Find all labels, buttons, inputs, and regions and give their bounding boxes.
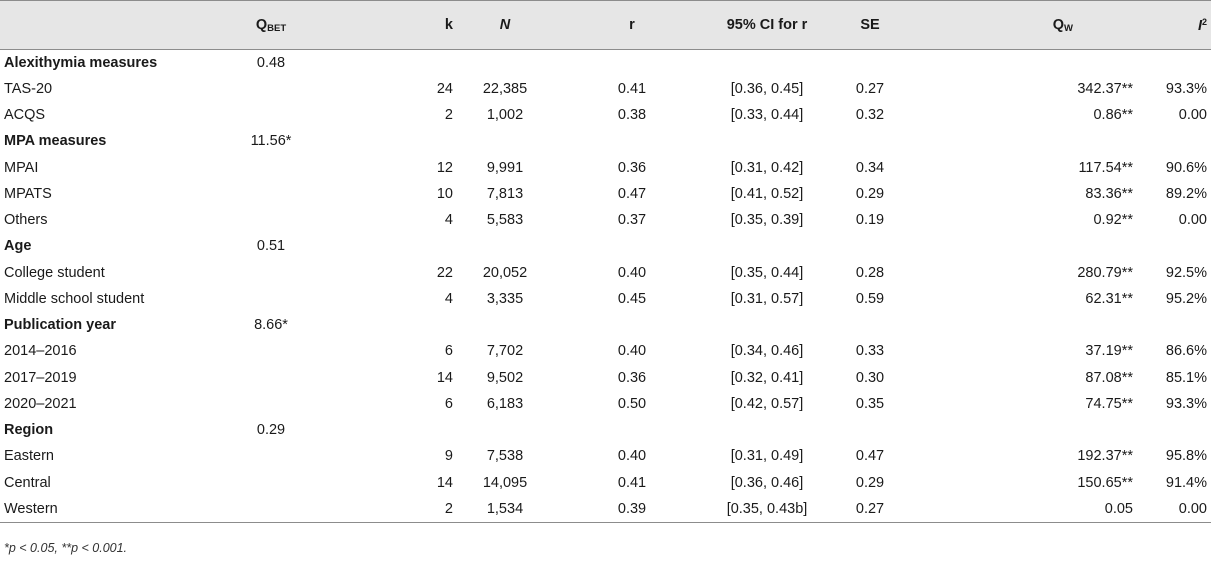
cell-se: 0.35 (855, 395, 885, 412)
cell-k: 9 (444, 448, 453, 465)
cell-se: 0.29 (855, 185, 885, 202)
cell-k: 2 (311, 496, 453, 522)
table-row (0, 365, 1211, 391)
table-row (0, 102, 1211, 128)
header-se: SE (827, 1, 913, 50)
cell-qw: 117.54** (1078, 159, 1133, 176)
cell-label: Alexithymia measures (4, 54, 158, 71)
cell-label: College student (4, 264, 105, 281)
cell-qw: 0.92** (1093, 212, 1133, 229)
cell-i2: 90.6% (1165, 159, 1207, 176)
cell-ci: [0.31, 0.49] (730, 448, 804, 465)
header-r: r (557, 1, 707, 50)
cell-se (827, 233, 913, 259)
cell-qw (913, 417, 1133, 443)
cell-qbet (231, 286, 311, 312)
cell-se: 0.27 (855, 80, 885, 97)
cell-label: 2014–2016 (4, 343, 77, 360)
table-row (0, 470, 1211, 496)
cell-ci: [0.36, 0.45] (730, 80, 804, 97)
cell-se: 0.19 (855, 212, 885, 229)
group-header-row (0, 50, 1211, 76)
cell-qw: 342.37** (1077, 80, 1133, 97)
cell-i2: 0.00 (1178, 107, 1207, 124)
cell-ci (707, 233, 827, 259)
cell-se (827, 50, 913, 76)
cell-qbet: 0.48 (256, 54, 286, 71)
cell-n: 20,052 (482, 264, 528, 281)
cell-ci: [0.34, 0.46] (730, 343, 804, 360)
table-row (0, 76, 1211, 102)
cell-k (311, 50, 453, 76)
cell-k (311, 128, 453, 154)
cell-qw: 192.37** (1077, 448, 1133, 465)
header-qw-main: Q (1052, 16, 1065, 33)
cell-qbet (231, 76, 311, 102)
cell-se: 0.33 (855, 343, 885, 360)
table-row (0, 391, 1211, 417)
cell-ci: [0.33, 0.44] (730, 107, 804, 124)
group-header-row (0, 128, 1211, 154)
cell-i2 (1133, 50, 1211, 76)
cell-qbet (231, 391, 311, 417)
cell-k: 10 (436, 185, 453, 202)
cell-ci: [0.41, 0.52] (730, 185, 804, 202)
cell-i2: 86.6% (1165, 343, 1207, 360)
cell-ci (707, 417, 827, 443)
cell-i2: 93.3% (1165, 395, 1207, 412)
cell-ci: [0.35, 0.44] (730, 264, 804, 281)
header-label (0, 1, 231, 50)
cell-qw (913, 128, 1133, 154)
cell-se: 0.28 (855, 264, 885, 281)
cell-ci: [0.36, 0.46] (730, 474, 804, 491)
table-row (0, 443, 1211, 469)
cell-qbet (231, 443, 311, 469)
table-row (0, 181, 1211, 207)
group-header-row (0, 233, 1211, 259)
header-i2 (1133, 1, 1211, 50)
cell-ci (707, 128, 827, 154)
cell-label: Region (4, 422, 54, 439)
cell-r: 0.36 (617, 369, 647, 386)
cell-i2: 95.8% (1165, 448, 1207, 465)
cell-ci: [0.31, 0.42] (730, 159, 804, 176)
cell-n: 6,183 (486, 395, 524, 412)
cell-ci (707, 50, 827, 76)
cell-qw: 150.65** (1077, 474, 1133, 491)
cell-label: 2020–2021 (4, 395, 77, 412)
cell-qbet: 8.66* (254, 317, 288, 334)
cell-qbet (231, 260, 311, 286)
cell-qw: 280.79** (1077, 264, 1133, 281)
cell-qw: 0.05 (913, 496, 1133, 522)
cell-k: 2 (444, 107, 453, 124)
table-row (0, 207, 1211, 233)
cell-label: MPA measures (4, 133, 107, 150)
table-row (0, 155, 1211, 181)
cell-se: 0.30 (855, 369, 885, 386)
cell-i2: 85.1% (1165, 369, 1207, 386)
cell-label: Eastern (4, 448, 54, 465)
cell-se: 0.59 (855, 290, 885, 307)
cell-n: 5,583 (486, 212, 524, 229)
cell-n: 3,335 (486, 290, 524, 307)
cell-k: 4 (444, 212, 453, 229)
cell-label: ACQS (4, 107, 46, 124)
cell-n: 9,991 (486, 159, 524, 176)
cell-n: 7,702 (486, 343, 524, 360)
table-row (0, 496, 1211, 522)
cell-label: Western (0, 496, 231, 522)
cell-label: MPATS (4, 185, 52, 202)
cell-n (453, 233, 557, 259)
table-body (0, 50, 1211, 523)
cell-n: 1,534 (453, 496, 557, 522)
cell-se: 0.34 (855, 159, 885, 176)
cell-r (557, 50, 707, 76)
header-qbet (231, 1, 311, 50)
table-row (0, 286, 1211, 312)
cell-i2 (1133, 233, 1211, 259)
cell-i2: 92.5% (1165, 264, 1207, 281)
cell-r (557, 128, 707, 154)
cell-r: 0.39 (557, 496, 707, 522)
cell-n: 7,538 (486, 448, 524, 465)
cell-r: 0.40 (617, 264, 647, 281)
cell-ci: [0.42, 0.57] (730, 395, 804, 412)
header-row (0, 1, 1211, 50)
group-header-row (0, 312, 1211, 338)
cell-r (557, 312, 707, 338)
cell-qbet (231, 155, 311, 181)
cell-se: 0.27 (827, 496, 913, 522)
header-ci: 95% CI for r (707, 1, 827, 50)
cell-ci: [0.35, 0.43b] (707, 496, 827, 522)
cell-qw (913, 233, 1133, 259)
header-k: k (311, 1, 453, 50)
cell-k (311, 312, 453, 338)
cell-n: 9,502 (486, 369, 524, 386)
cell-i2: 95.2% (1165, 290, 1207, 307)
cell-n: 14,095 (482, 474, 528, 491)
cell-se (827, 128, 913, 154)
cell-r: 0.40 (617, 448, 647, 465)
cell-k: 14 (436, 474, 453, 491)
cell-label: TAS-20 (4, 80, 53, 97)
cell-i2: 89.2% (1165, 185, 1207, 202)
cell-i2: 0.00 (1178, 212, 1207, 229)
group-header-row (0, 417, 1211, 443)
cell-r (557, 417, 707, 443)
cell-qbet (231, 338, 311, 364)
cell-k: 6 (444, 395, 453, 412)
cell-n: 1,002 (486, 107, 524, 124)
cell-qbet (231, 181, 311, 207)
cell-r: 0.41 (617, 80, 647, 97)
cell-label: Middle school student (4, 290, 145, 307)
cell-n: 7,813 (486, 185, 524, 202)
cell-qbet (231, 102, 311, 128)
cell-ci: [0.35, 0.39] (730, 212, 804, 229)
cell-ci: [0.31, 0.57] (730, 290, 804, 307)
cell-k: 4 (444, 290, 453, 307)
cell-qw: 0.86** (1093, 107, 1133, 124)
cell-qbet (231, 365, 311, 391)
table-row (0, 338, 1211, 364)
cell-se (827, 312, 913, 338)
cell-n (453, 417, 557, 443)
cell-i2 (1133, 312, 1211, 338)
cell-k (311, 233, 453, 259)
cell-label: Central (4, 474, 51, 491)
cell-r: 0.37 (617, 212, 647, 229)
cell-label: MPAI (4, 159, 39, 176)
header-qbet-sub: BET (267, 22, 287, 34)
cell-label: Others (4, 212, 48, 229)
cell-se (827, 417, 913, 443)
cell-qbet: 0.29 (256, 422, 286, 439)
cell-i2 (1133, 128, 1211, 154)
cell-qbet: 0.51 (256, 238, 286, 255)
cell-k: 12 (436, 159, 453, 176)
cell-n (453, 128, 557, 154)
cell-ci: [0.32, 0.41] (730, 369, 804, 386)
cell-n (453, 312, 557, 338)
cell-qw: 62.31** (1085, 290, 1133, 307)
cell-r: 0.38 (617, 107, 647, 124)
cell-k: 24 (436, 80, 453, 97)
cell-label: Age (4, 238, 32, 255)
table-row (0, 260, 1211, 286)
header-i2-main: I (1197, 17, 1202, 34)
cell-se: 0.32 (855, 107, 885, 124)
cell-n (453, 50, 557, 76)
cell-r: 0.36 (617, 159, 647, 176)
cell-n: 22,385 (482, 80, 528, 97)
cell-qbet (231, 470, 311, 496)
cell-k: 6 (444, 343, 453, 360)
cell-r: 0.45 (617, 290, 647, 307)
cell-r: 0.50 (617, 395, 647, 412)
cell-qbet: 11.56* (250, 133, 292, 150)
cell-ci (707, 312, 827, 338)
cell-i2: 91.4% (1165, 474, 1207, 491)
table-footnote: *p < 0.05, **p < 0.001. (4, 541, 128, 555)
cell-se: 0.29 (855, 474, 885, 491)
header-qbet-main: Q (255, 16, 268, 33)
header-i2-sup: 2 (1201, 16, 1207, 27)
cell-k: 14 (436, 369, 453, 386)
cell-qw (913, 50, 1133, 76)
cell-label: 2017–2019 (4, 369, 77, 386)
cell-qbet (231, 207, 311, 233)
cell-qw: 87.08** (1085, 369, 1133, 386)
cell-qw: 37.19** (1085, 343, 1133, 360)
cell-r (557, 233, 707, 259)
header-qw-sub: W (1064, 22, 1073, 34)
cell-label: Publication year (4, 317, 117, 334)
cell-se: 0.47 (855, 448, 885, 465)
cell-qw (913, 312, 1133, 338)
cell-qw: 83.36** (1085, 185, 1133, 202)
cell-i2 (1133, 417, 1211, 443)
header-n: N (453, 1, 557, 50)
cell-qbet (231, 496, 311, 522)
cell-i2: 93.3% (1165, 80, 1207, 97)
cell-qw: 74.75** (1085, 395, 1133, 412)
cell-k: 22 (436, 264, 453, 281)
cell-i2: 0.00 (1133, 496, 1211, 522)
header-qw (913, 1, 1133, 50)
cell-r: 0.40 (617, 343, 647, 360)
cell-r: 0.41 (617, 474, 647, 491)
cell-k (311, 417, 453, 443)
cell-r: 0.47 (617, 185, 647, 202)
table-header (0, 1, 1211, 50)
